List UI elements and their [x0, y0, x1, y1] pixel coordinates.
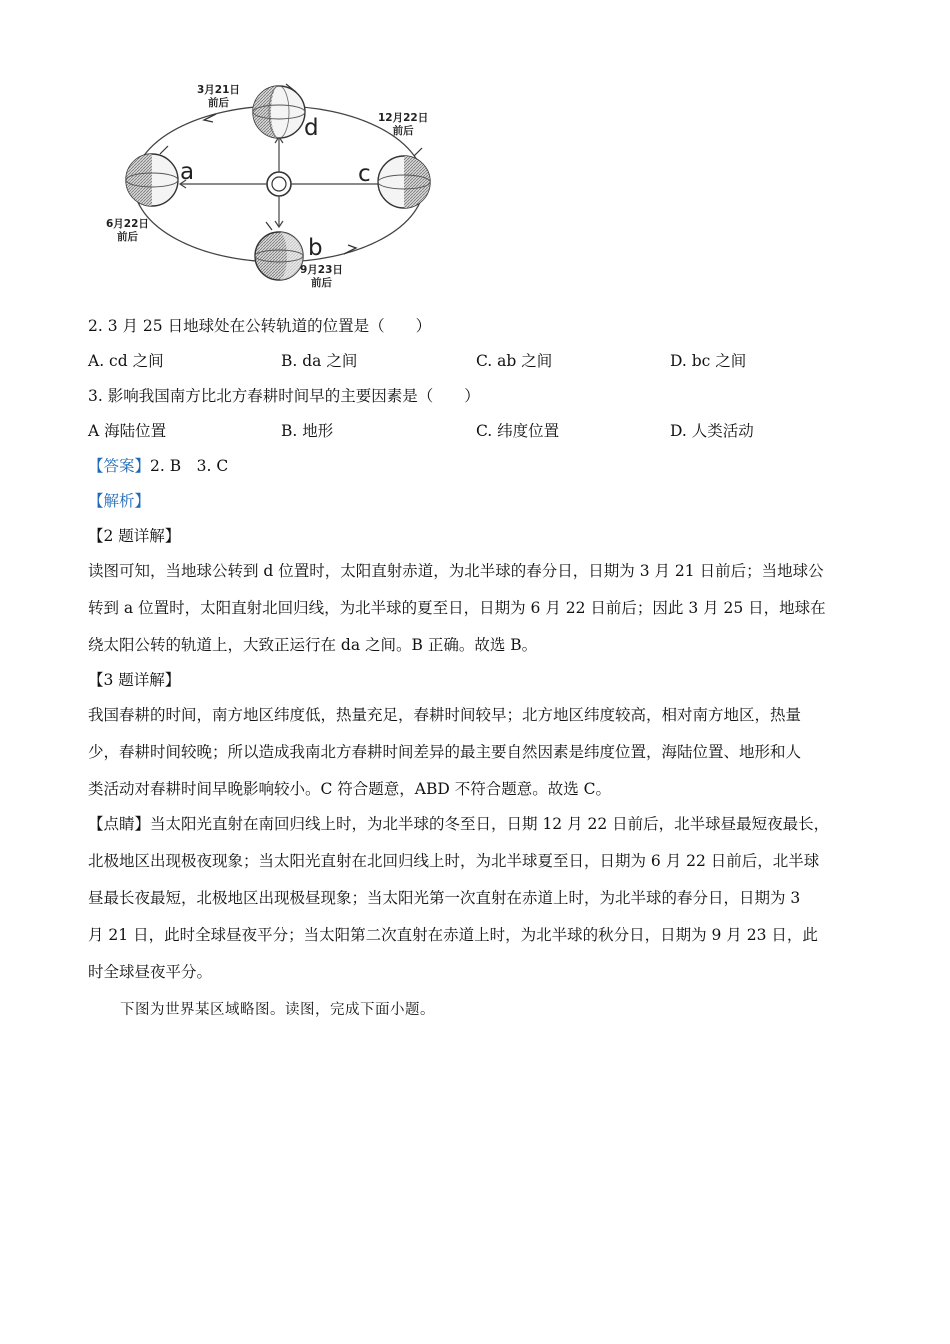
date-label-sep23: 9月23日 前后	[300, 264, 343, 289]
detail-3-paragraph	[88, 697, 864, 808]
orbit-diagram	[86, 76, 470, 298]
q2-option-a: A. cd 之间	[88, 352, 164, 370]
earth-a-globe	[126, 146, 178, 206]
answer-text: 2. B 3. C	[150, 457, 229, 475]
position-label-c: c	[358, 161, 371, 187]
answer-line	[88, 456, 228, 476]
tip-line: 当太阳光直射在南回归线上时，为北半球的冬至日，日期 12 月 22 日前后，北半球昼最短夜最长，	[150, 815, 830, 833]
q2-option-c: C. ab 之间	[476, 352, 553, 370]
tip-paragraph	[88, 806, 864, 991]
q3-option-a: A 海陆位置	[88, 422, 167, 440]
detail-2-title: 【2 题详解】	[88, 527, 181, 545]
date-label-dec22: 12月22日 前后	[378, 112, 429, 137]
q3-option-d: D. 人类活动	[670, 422, 754, 440]
question-3-stem: 3. 影响我国南方比北方春耕时间早的主要因素是（ ）	[88, 387, 480, 405]
tip-line: 北极地区出现极夜现象；当太阳光直射在北回归线上时，为北半球夏至日，日期为 6 月 22 日前后，北半球	[88, 852, 820, 870]
answer-tag: 【答案】	[88, 457, 151, 475]
detail-3-line: 我国春耕的时间，南方地区纬度低，热量充足，春耕时间较早；北方地区纬度较高，相对南方地区，热量	[88, 706, 802, 724]
detail-2-line: 读图可知，当地球公转到 d 位置时，太阳直射赤道，为北半球的春分日，日期为 3 月 21 日前后；当地球公	[88, 562, 824, 580]
q2-option-b: B. da 之间	[281, 352, 358, 370]
earth-d-globe	[253, 84, 305, 138]
date-label-mar21: 3月21日 前后	[197, 84, 240, 109]
q3-option-b: B. 地形	[281, 422, 334, 440]
detail-2-line: 转到 a 位置时，太阳直射北回归线，为北半球的夏至日，日期为 6 月 22 日前后；因此 3 月 25 日，地球在	[88, 599, 826, 617]
detail-2-line: 绕太阳公转的轨道上，大致正运行在 da 之间。B 正确。故选 B。	[88, 636, 538, 654]
earth-orbit-figure	[86, 76, 470, 298]
date-label-jun22: 6月22日 前后	[106, 218, 149, 243]
earth-c-globe	[378, 148, 430, 208]
question-2-stem: 2. 3 月 25 日地球处在公转轨道的位置是（ ）	[88, 317, 432, 335]
position-label-a: a	[180, 159, 195, 185]
detail-3-line: 类活动对春耕时间早晚影响较小。C 符合题意，ABD 不符合题意。故选 C。	[88, 780, 612, 798]
analysis-tag: 【解析】	[88, 492, 151, 510]
tip-line: 时全球昼夜平分。	[88, 963, 213, 981]
next-section-intro: 下图为世界某区域略图。读图，完成下面小题。	[120, 1002, 435, 1018]
tip-line: 月 21 日，此时全球昼夜平分；当太阳第二次直射在赤道上时，为北半球的秋分日，日期为 9 月 23 日，此	[88, 926, 818, 944]
detail-2-paragraph	[88, 553, 864, 664]
q2-option-d: D. bc 之间	[670, 352, 747, 370]
q3-option-c: C. 纬度位置	[476, 422, 560, 440]
earth-b-globe	[255, 222, 303, 280]
position-label-b: b	[308, 235, 323, 261]
tip-line: 昼最长夜最短，北极地区出现极昼现象；当太阳光第一次直射在赤道上时，为北半球的春分日，日期为 3	[88, 889, 801, 907]
tip-tag: 【点睛】	[88, 815, 151, 833]
detail-3-title: 【3 题详解】	[88, 671, 181, 689]
position-label-d: d	[304, 115, 319, 141]
detail-3-line: 少，春耕时间较晚；所以造成我南北方春耕时间差异的最主要自然因素是纬度位置，海陆位置、地形和人	[88, 743, 802, 761]
